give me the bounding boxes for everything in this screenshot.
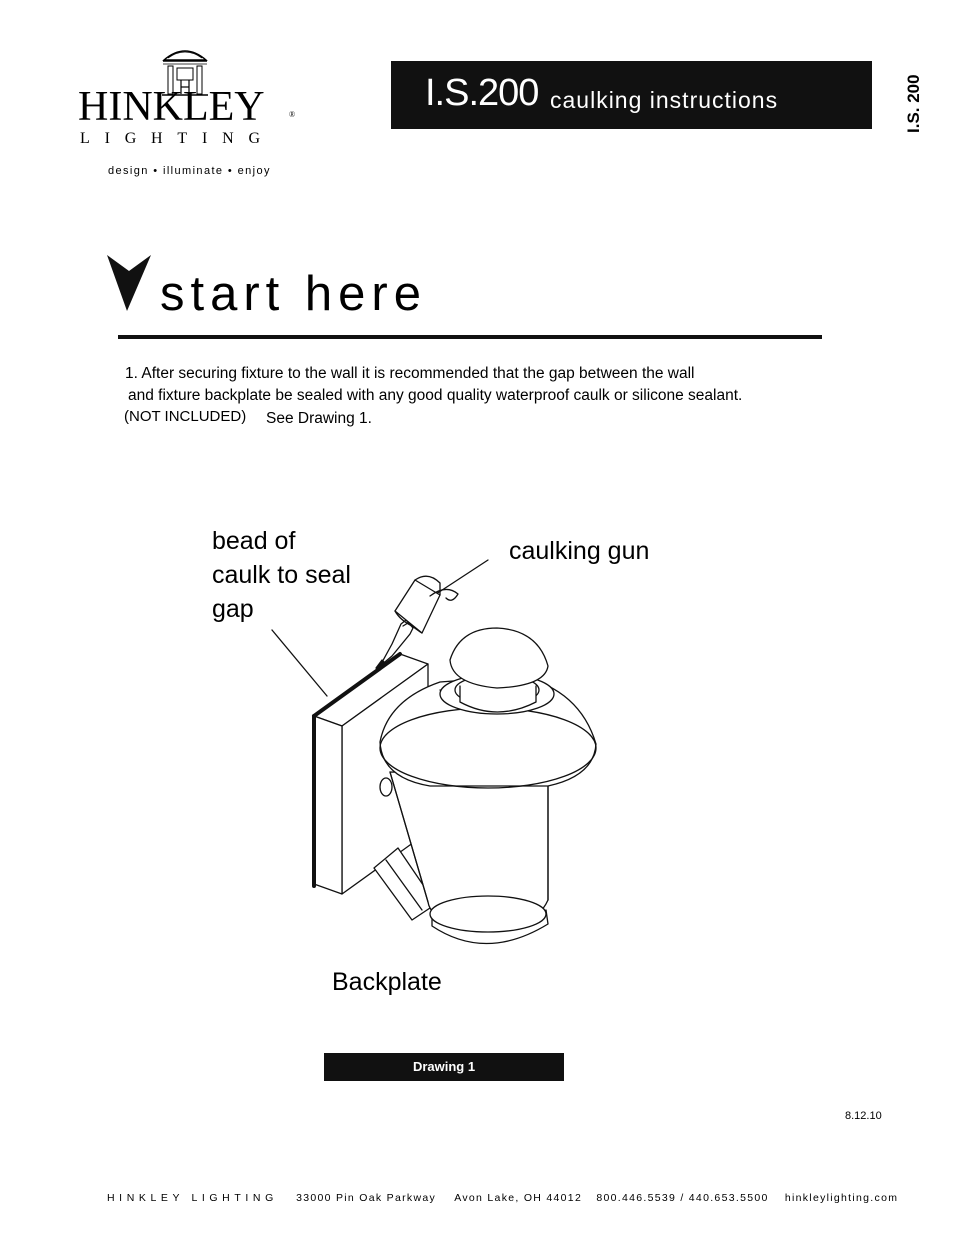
footer-company: HINKLEY LIGHTING (107, 1192, 278, 1204)
document-code: I.S.200 (425, 72, 539, 114)
logo-tagline: design • illuminate • enjoy (108, 165, 271, 177)
bead-of-caulk-label: bead of caulk to seal gap (212, 527, 351, 623)
drawing-caption: Drawing 1 (324, 1053, 564, 1081)
registered-mark: ® (289, 110, 296, 119)
caulking-gun-label: caulking gun (509, 537, 650, 565)
footer-city: Avon Lake, OH 44012 (454, 1192, 583, 1204)
start-here-heading: start here (160, 267, 427, 321)
side-document-code: I.S. 200 (904, 74, 923, 133)
logo-wordmark: HINKLEY (78, 84, 265, 130)
bead-leader-line (272, 630, 327, 696)
revision-date: 8.12.10 (845, 1110, 882, 1122)
title-banner (391, 61, 872, 129)
heading-rule (118, 335, 822, 339)
step-1-line-1: 1. After securing fixture to the wall it is recommended that the gap between the wall (125, 365, 695, 382)
document-title: caulking instructions (550, 87, 779, 113)
backplate-label: Backplate (332, 968, 442, 996)
footer-address: 33000 Pin Oak Parkway (296, 1192, 437, 1204)
step-1-line-2: and fixture backplate be sealed with any good quality waterproof caulk or silicone sealant. (128, 387, 743, 404)
not-included-note: (NOT INCLUDED) (124, 408, 247, 425)
footer-website[interactable]: hinkleylighting.com (784, 1192, 899, 1204)
see-drawing-reference: See Drawing 1. (266, 410, 372, 427)
footer (107, 1192, 898, 1204)
gun-leader-line (430, 560, 488, 598)
footer-phone: 800.446.5539 / 440.653.5500 (596, 1192, 769, 1204)
caulking-gun-icon (376, 576, 458, 672)
step-1-text (125, 363, 845, 407)
down-arrow-icon (106, 253, 152, 313)
logo-subtitle: LIGHTING (80, 130, 275, 147)
